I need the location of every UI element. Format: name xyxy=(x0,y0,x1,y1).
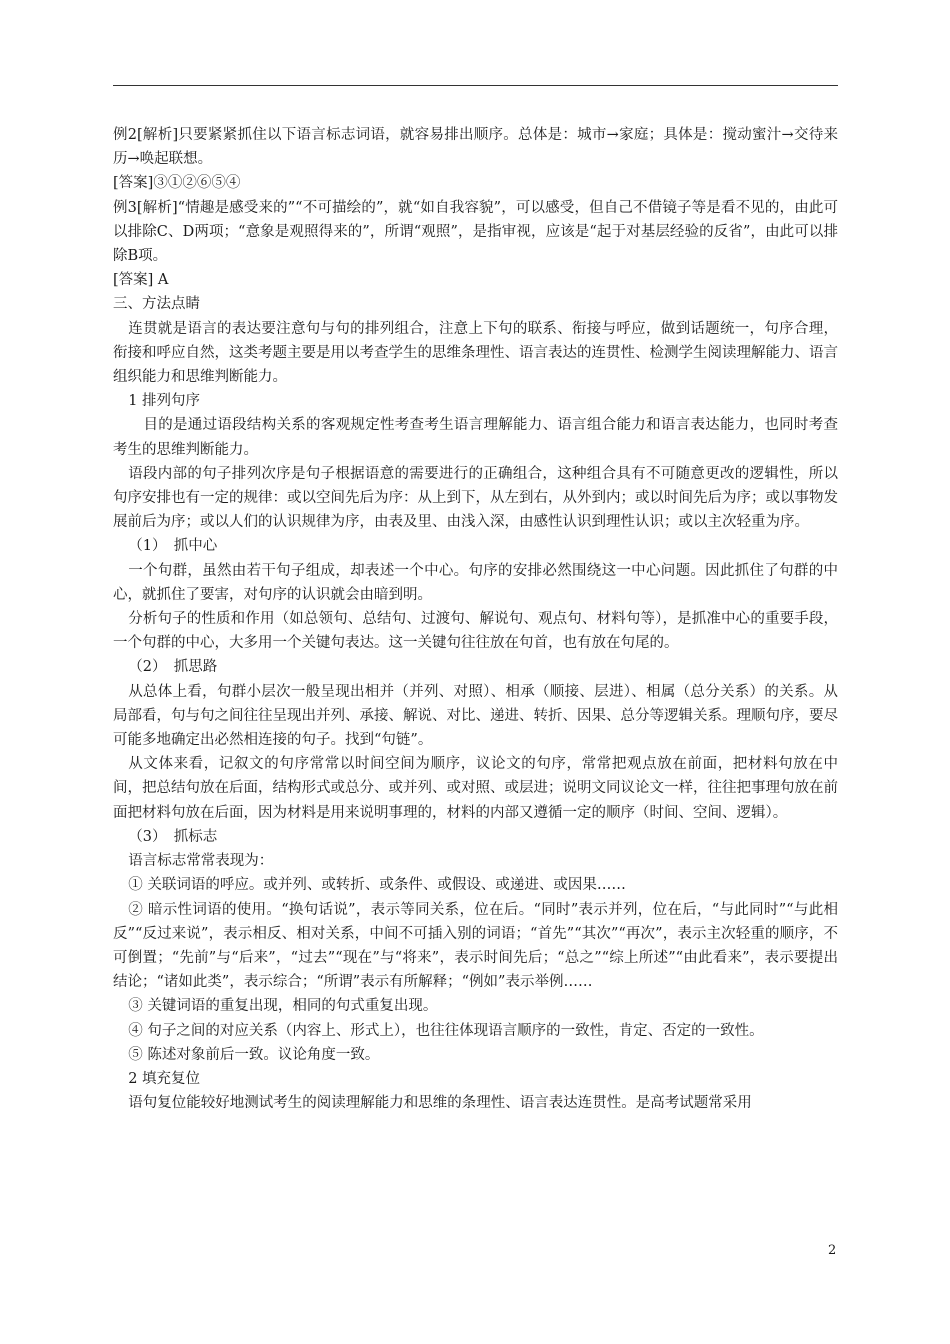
subheading-sentence-order: 1 排列句序 xyxy=(128,393,201,410)
list-item: ① 关联词语的呼应。或并列、或转折、或条件、或假设、或递进、或因果…… xyxy=(128,877,626,894)
paragraph-intro: 连贯就是语言的表达要注意句与句的排列组合，注意上下句的联系、衔接与呼应，做到话题统一，句序合理，衔接和呼应自然，这类考题主要是用以考查学生的思维条理性、语言表达的连贯性、检测学生阅读理解能力、语言组织能力和思维判断能力。 xyxy=(113,320,838,386)
subheading-thread: （2） 抓思路 xyxy=(128,659,218,676)
subheading-center: （1） 抓中心 xyxy=(128,538,218,555)
paragraph-center-2: 分析句子的性质和作用（如总领句、总结句、过渡句、解说句、观点句、材料句等），是抓准中心的重要手段，一个句群的中心，大多用一个关键句表达。这一关键句往往放在句首，也有放在句尾的。 xyxy=(113,611,838,652)
subheading-markers: （3） 抓标志 xyxy=(128,828,218,845)
paragraph-markers-intro: 语言标志常常表现为： xyxy=(128,853,274,870)
paragraph-thread-1: 从总体上看，句群小层次一般呈现出相并（并列、对照）、相承（顺接、层进）、相属（总分关系）的关系。从局部看，句与句之间往往呈现出并列、承接、解说、对比、递进、转折、因果、总分等逻辑关系。理顺句序，要尽可能多地确定出必然相连接的句子。找到“句链”。 xyxy=(113,683,838,749)
subheading-fill: 2 填充复位 xyxy=(128,1070,201,1087)
list-item: ④ 句子之间的对应关系（内容上、形式上），也往往体现语言顺序的一致性，肯定、否定的一致性。 xyxy=(128,1022,764,1039)
paragraph-fill: 语句复位能较好地测试考生的阅读理解能力和思维的条理性、语言表达连贯性。是高考试题常采用 xyxy=(128,1095,752,1112)
section-heading: 三、方法点睛 xyxy=(113,296,200,313)
document-body xyxy=(113,123,838,1115)
example2-answer: [答案]③①②⑥⑤④ xyxy=(113,175,241,192)
list-item: ③ 关键词语的重复出现，相同的句式重复出现。 xyxy=(128,998,438,1015)
list-item: ⑤ 陈述对象前后一致。议论角度一致。 xyxy=(128,1046,380,1063)
paragraph-purpose: 目的是通过语段结构关系的客观规定性考查考生语言理解能力、语言组合能力和语言表达能力，也同时考查考生的思维判断能力。 xyxy=(113,417,838,458)
paragraph-thread-2: 从文体来看，记叙文的句序常常以时间空间为顺序，议论文的句序，常常把观点放在前面，把材料句放在中间，把总结句放在后面，结构形式或总分、或并列、或对照、或层进；说明文同议论文一样，往往把事理句放在前面把材料句放在后面，因为材料是用来说明事理的，材料的内部又遵循一定的顺序（时间、空间、逻辑）。 xyxy=(113,756,838,821)
page-number: 2 xyxy=(828,1243,837,1258)
example3-answer: [答案] A xyxy=(113,272,169,289)
example2-analysis: 例2[解析]只要紧紧抓住以下语言标志词语，就容易排出顺序。总体是：城市→家庭；具体是：搅动蜜汁→交待来历→唤起联想。 xyxy=(113,127,838,168)
list-item: ② 暗示性词语的使用。“换句话说”，表示等同关系，位在后。“同时”表示并列，位在后，“与此同时”“与此相反”“反过来说”，表示相反、相对关系，中间不可插入别的词语；“首先”“其次”“再次”，表示主次轻重的顺序，不可倒置；“先前”与“后来”，“过去”“现在”与“将来”，表示时间先后；“总之”“综上所述”“由此看来”，表示要提出结论；“诸如此类”，表示综合；“所谓”表示有所解释；“例如”表示举例…… xyxy=(113,901,838,991)
paragraph-center-1: 一个句群，虽然由若干句子组成，却表述一个中心。句序的安排必然围绕这一中心问题。因此抓住了句群的中心，就抓住了要害，对句序的认识就会由暗到明。 xyxy=(113,562,838,603)
header-rule xyxy=(113,85,838,86)
example3-analysis: 例3[解析]“情趣是感受来的”“不可描绘的”，就“如自我容貌”，可以感受，但自己不借镜子等是看不见的，由此可以排除C、D两项；“意象是观照得来的”，所谓“观照”，是指审视，应该是“起于对基层经验的反省”，由此可以排除B项。 xyxy=(113,199,838,265)
paragraph-order-rules: 语段内部的句子排列次序是句子根据语意的需要进行的正确组合，这种组合具有不可随意更改的逻辑性，所以句序安排也有一定的规律：或以空间先后为序：从上到下，从左到右，从外到内；或以时间先后为序；或以事物发展前后为序；或以人们的认识规律为序，由表及里、由浅入深，由感性认识到理性认识；或以主次轻重为序。 xyxy=(113,465,838,531)
